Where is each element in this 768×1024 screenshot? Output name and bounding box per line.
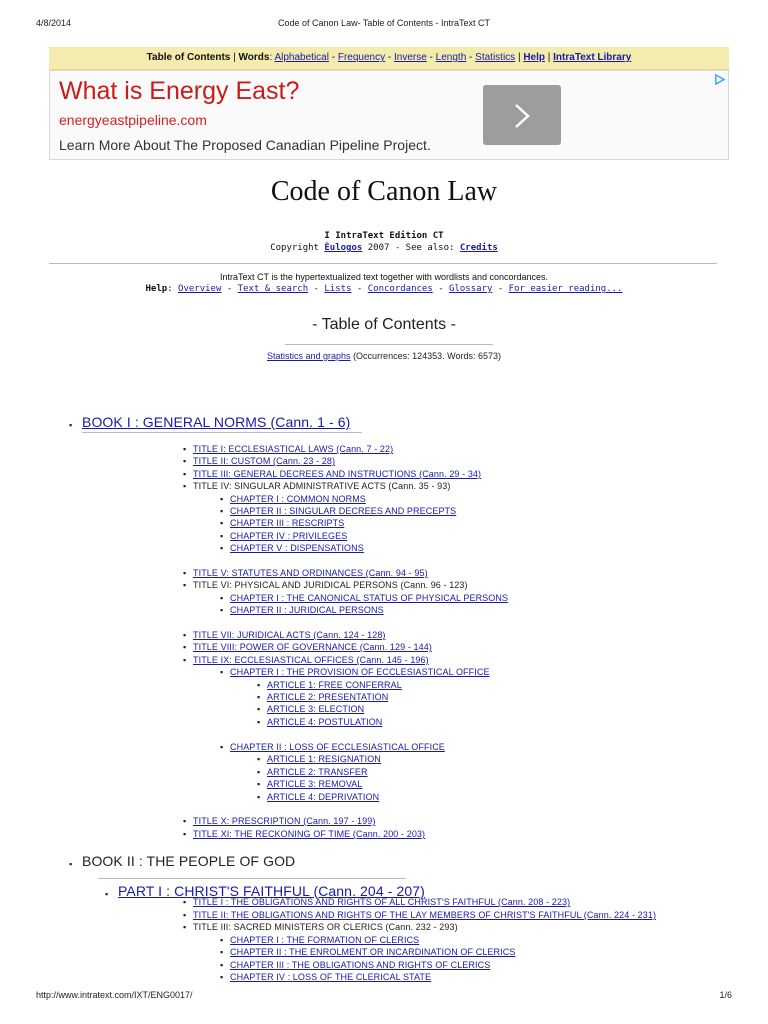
bullet-icon: ▪	[183, 829, 187, 839]
bullet-icon: ▪	[220, 531, 224, 541]
toc-link[interactable]: ARTICLE 3: ELECTION	[267, 704, 365, 714]
bullet-icon: ▪	[183, 910, 187, 920]
nav-dash: -	[328, 52, 338, 63]
toc-label: TITLE IV: SINGULAR ADMINISTRATIVE ACTS (Cann. 35 - 93)	[193, 481, 451, 491]
toc-link[interactable]: TITLE I : THE OBLIGATIONS AND RIGHTS OF ALL CHRIST'S FAITHFUL (Cann. 208 - 223)	[193, 897, 571, 907]
toc-item	[69, 853, 296, 869]
ad-banner[interactable]	[49, 70, 729, 160]
help-link-lists[interactable]: Lists	[324, 284, 352, 294]
toc-item[interactable]	[257, 679, 402, 691]
bullet-icon: ▪	[220, 935, 224, 945]
bullet-icon: ▪	[183, 444, 187, 454]
credits-link[interactable]: Credits	[459, 243, 498, 253]
toc-item[interactable]	[183, 443, 394, 455]
bullet-icon: ▪	[183, 568, 187, 578]
toc-item[interactable]	[183, 468, 482, 480]
toc-item[interactable]	[257, 691, 389, 703]
ad-title[interactable]: What is Energy East?	[59, 77, 300, 105]
nav-dash: -	[466, 52, 476, 63]
toc-link[interactable]: CHAPTER I : COMMON NORMS	[230, 494, 366, 504]
nav-separator: |	[515, 52, 524, 63]
bullet-icon: ▪	[220, 543, 224, 553]
toc-item[interactable]	[257, 703, 365, 715]
copyright-holder-link[interactable]: Èulogos	[324, 243, 363, 253]
toc-item[interactable]	[257, 753, 381, 765]
toc-item[interactable]	[257, 716, 383, 728]
toc-item[interactable]	[69, 414, 351, 430]
copyright-line	[0, 243, 768, 253]
bullet-icon: ▪	[257, 704, 261, 714]
print-title: Code of Canon Law- Table of Contents - IntraText CT	[278, 18, 490, 28]
toc-link[interactable]: TITLE II: THE OBLIGATIONS AND RIGHTS OF THE LAY MEMBERS OF CHRIST'S FAITHFUL (Cann. 224 - 231)	[193, 910, 657, 920]
toc-link[interactable]: TITLE V: STATUTES AND ORDINANCES (Cann. 94 - 95)	[193, 568, 428, 578]
toc-item[interactable]	[183, 909, 657, 921]
toc-link[interactable]: CHAPTER IV : PRIVILEGES	[230, 531, 348, 541]
toc-link[interactable]: CHAPTER II : JURIDICAL PERSONS	[230, 605, 384, 615]
print-date: 4/8/2014	[36, 18, 72, 28]
nav-colon: :	[269, 52, 275, 63]
nav-link-alphabetical[interactable]: Alphabetical	[274, 52, 329, 63]
nav-link-help[interactable]: Help	[523, 52, 545, 63]
toc-item[interactable]	[220, 530, 348, 542]
bullet-icon: ▪	[183, 481, 187, 491]
bullet-icon: ▪	[69, 420, 73, 430]
toc-link[interactable]: CHAPTER I : THE CANONICAL STATUS OF PHYSICAL PERSONS	[230, 593, 509, 603]
toc-item[interactable]	[220, 604, 384, 616]
nav-separator: |	[545, 52, 554, 63]
toc-item[interactable]	[220, 493, 366, 505]
bullet-icon: ▪	[257, 792, 261, 802]
toc-item[interactable]	[220, 542, 364, 554]
help-links: Help: Overview - Text & search - Lists - Concordances - Glossary - For easier reading...	[145, 284, 623, 294]
toc-link[interactable]: TITLE III: GENERAL DECREES AND INSTRUCTIONS (Cann. 29 - 34)	[193, 469, 482, 479]
toc-label: BOOK II : THE PEOPLE OF GOD	[82, 853, 296, 869]
bullet-icon: ▪	[183, 630, 187, 640]
toc-item[interactable]	[183, 815, 376, 827]
toc-link[interactable]: BOOK I : GENERAL NORMS (Cann. 1 - 6)	[82, 414, 351, 430]
toc-link[interactable]: ARTICLE 4: DEPRIVATION	[267, 792, 380, 802]
toc-link[interactable]: TITLE II: CUSTOM (Cann. 23 - 28)	[193, 456, 336, 466]
toc-link[interactable]: ARTICLE 1: FREE CONFERRAL	[267, 680, 402, 690]
help-label: Help	[145, 284, 168, 294]
bullet-icon: ▪	[183, 816, 187, 826]
statistics-line	[0, 351, 768, 361]
toc-link[interactable]: CHAPTER II : SINGULAR DECREES AND PRECEPTS	[230, 506, 457, 516]
toc-item[interactable]	[220, 741, 445, 753]
bullet-icon: ▪	[220, 506, 224, 516]
bullet-icon: ▪	[220, 947, 224, 957]
bullet-icon: ▪	[183, 642, 187, 652]
bullet-icon: ▪	[69, 859, 73, 869]
toc-item[interactable]	[183, 641, 432, 653]
bullet-icon: ▪	[220, 742, 224, 752]
toc-item[interactable]	[220, 505, 457, 517]
divider	[82, 432, 362, 433]
toc-item[interactable]	[220, 666, 490, 678]
toc-link[interactable]: CHAPTER III : THE OBLIGATIONS AND RIGHTS OF CLERICS	[230, 960, 491, 970]
toc-link[interactable]: TITLE VII: JURIDICAL ACTS (Cann. 124 - 128)	[193, 630, 386, 640]
nav-link-inverse[interactable]: Inverse	[393, 52, 427, 63]
bullet-icon: ▪	[257, 779, 261, 789]
ad-url[interactable]: energyeastpipeline.com	[59, 112, 207, 128]
toc-link[interactable]: CHAPTER I : THE PROVISION OF ECCLESIASTICAL OFFICE	[230, 667, 490, 677]
adchoices-icon[interactable]	[714, 74, 725, 85]
help-link-easier-reading[interactable]: For easier reading...	[508, 284, 623, 294]
print-header	[36, 18, 732, 32]
toc-link[interactable]: ARTICLE 2: PRESENTATION	[267, 692, 389, 702]
toc-item[interactable]	[183, 896, 571, 908]
statistics-link[interactable]: Statistics and graphs	[267, 351, 351, 361]
toc-item[interactable]	[257, 778, 363, 790]
divider	[49, 263, 717, 264]
toc-link[interactable]: PART I : CHRIST'S FAITHFUL (Cann. 204 - 207)	[118, 883, 425, 899]
toc-link[interactable]: TITLE XI: THE RECKONING OF TIME (Cann. 200 - 203)	[193, 829, 426, 839]
bullet-icon: ▪	[257, 754, 261, 764]
toc-item[interactable]	[220, 517, 345, 529]
toc-label: TITLE VI: PHYSICAL AND JURIDICAL PERSONS (Cann. 96 - 123)	[193, 580, 468, 590]
toc-item[interactable]	[220, 592, 509, 604]
toc-item[interactable]	[257, 766, 368, 778]
bullet-icon: ▪	[220, 972, 224, 982]
bullet-icon: ▪	[220, 960, 224, 970]
toc-item	[183, 921, 458, 933]
bullet-icon: ▪	[183, 469, 187, 479]
toc-item[interactable]	[257, 791, 380, 803]
toc-link[interactable]: TITLE I: ECCLESIASTICAL LAWS (Cann. 7 - 22)	[193, 444, 394, 454]
nav-words-label: Words	[238, 52, 270, 63]
bullet-icon: ▪	[257, 717, 261, 727]
help-link-glossary[interactable]: Glossary	[449, 284, 493, 294]
nav-link-length[interactable]: Length	[435, 52, 467, 63]
bullet-icon: ▪	[183, 456, 187, 466]
nav-link-statistics[interactable]: Statistics	[475, 52, 516, 63]
bullet-icon: ▪	[220, 605, 224, 615]
bullet-icon: ▪	[257, 680, 261, 690]
toc-link[interactable]: CHAPTER II : THE ENROLMENT OR INCARDINATION OF CLERICS	[230, 947, 516, 957]
toc-heading: - Table of Contents -	[312, 316, 456, 333]
bullet-icon: ▪	[105, 889, 109, 899]
bullet-icon: ▪	[257, 767, 261, 777]
bullet-icon: ▪	[183, 922, 187, 932]
divider	[98, 878, 406, 879]
bullet-icon: ▪	[183, 655, 187, 665]
help-link-text-search[interactable]: Text & search	[237, 284, 309, 294]
copyright-suffix: 2007 - See also:	[362, 243, 460, 253]
toc-item[interactable]	[183, 654, 429, 666]
toc-item[interactable]	[183, 567, 428, 579]
print-page-number: 1/6	[719, 990, 732, 1000]
toc-link[interactable]: ARTICLE 4: POSTULATION	[267, 717, 383, 727]
print-footer	[36, 990, 732, 1004]
chevron-right-icon	[511, 103, 533, 129]
toc-link[interactable]: TITLE VIII: POWER OF GOVERNANCE (Cann. 129 - 144)	[193, 642, 432, 652]
nav-dash: -	[385, 52, 394, 63]
toc-link[interactable]: CHAPTER V : DISPENSATIONS	[230, 543, 364, 553]
toc-link[interactable]: TITLE IX: ECCLESIASTICAL OFFICES (Cann. 145 - 196)	[193, 655, 429, 665]
bullet-icon: ▪	[220, 518, 224, 528]
nav-link-frequency[interactable]: Frequency	[337, 52, 386, 63]
toc-item[interactable]	[183, 629, 386, 641]
divider	[285, 344, 493, 345]
toc-link[interactable]: CHAPTER II : LOSS OF ECCLESIASTICAL OFFICE	[230, 742, 445, 752]
edition-line: I IntraText Edition CT	[324, 231, 444, 241]
nav-link-library[interactable]: IntraText Library	[553, 52, 632, 63]
print-url: http://www.intratext.com/IXT/ENG0017/	[36, 990, 193, 1000]
toc-link[interactable]: ARTICLE 3: REMOVAL	[267, 779, 363, 789]
bullet-icon: ▪	[220, 494, 224, 504]
statistics-counts: (Occurrences: 124353. Words: 6573)	[350, 351, 501, 361]
toc-item	[183, 480, 451, 492]
toc-item[interactable]	[220, 934, 420, 946]
navigation-bar	[49, 47, 729, 70]
help-link-concordances[interactable]: Concordances	[367, 284, 433, 294]
toc-item[interactable]	[220, 946, 516, 958]
bullet-icon: ▪	[220, 667, 224, 677]
toc-link[interactable]: ARTICLE 1: RESIGNATION	[267, 754, 381, 764]
nav-separator: |	[230, 52, 239, 63]
toc-item[interactable]	[220, 971, 432, 983]
toc-link[interactable]: CHAPTER IV : LOSS OF THE CLERICAL STATE	[230, 972, 432, 982]
ad-description: Learn More About The Proposed Canadian Pipeline Project.	[59, 137, 431, 153]
toc-link[interactable]: ARTICLE 2: TRANSFER	[267, 767, 368, 777]
toc-link[interactable]: CHAPTER I : THE FORMATION OF CLERICS	[230, 935, 420, 945]
toc-label: TITLE III: SACRED MINISTERS OR CLERICS (Cann. 232 - 293)	[193, 922, 458, 932]
toc-link[interactable]: TITLE X: PRESCRIPTION (Cann. 197 - 199)	[193, 816, 376, 826]
nav-dash: -	[426, 52, 436, 63]
toc-item[interactable]	[183, 828, 426, 840]
toc-item[interactable]	[220, 959, 491, 971]
nav-toc-label: Table of Contents	[146, 52, 231, 63]
description: IntraText CT is the hypertextualized text together with wordlists and concordances.	[220, 272, 548, 282]
toc-item	[183, 579, 468, 591]
bullet-icon: ▪	[183, 580, 187, 590]
ad-open-button[interactable]	[483, 85, 561, 145]
toc-link[interactable]: CHAPTER III : RESCRIPTS	[230, 518, 345, 528]
help-link-overview[interactable]: Overview	[178, 284, 222, 294]
bullet-icon: ▪	[257, 692, 261, 702]
copyright-prefix: Copyright	[270, 243, 325, 253]
bullet-icon: ▪	[220, 593, 224, 603]
toc-item[interactable]	[183, 455, 336, 467]
page-title: Code of Canon Law	[270, 176, 498, 207]
bullet-icon: ▪	[183, 897, 187, 907]
